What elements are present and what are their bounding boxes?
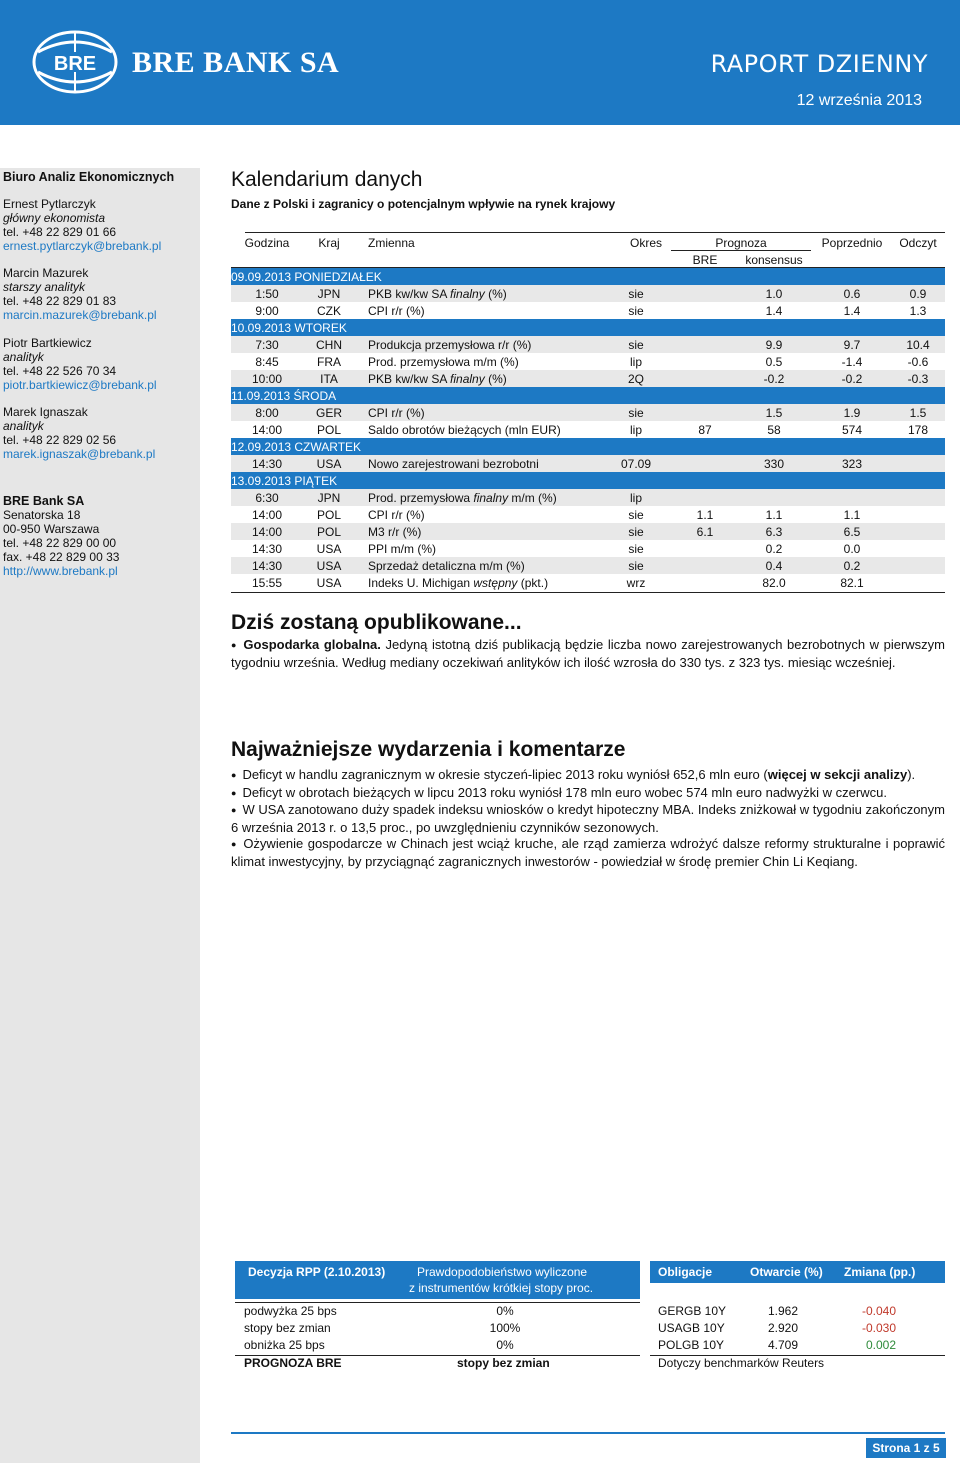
cell-period: lip: [629, 423, 642, 437]
cell-consensus: 9.9: [765, 338, 783, 352]
cell-country: CHN: [316, 338, 342, 352]
table-bottom-rule: [231, 592, 945, 593]
cell-period: sie: [628, 542, 644, 556]
today-bold: Gospodarka globalna.: [243, 637, 381, 652]
cell-country: POL: [316, 423, 341, 437]
day-label: 12.09.2013 CZWARTEK: [231, 440, 362, 454]
cell-time: 10:00: [251, 372, 283, 386]
cell-time: 15:55: [251, 576, 283, 590]
cell-time: 14:00: [251, 508, 283, 522]
cell-variable: Saldo obrotów bieżących (mln EUR): [368, 423, 561, 437]
table-row: [231, 336, 945, 353]
cell-previous: 1.4: [843, 304, 861, 318]
table-row: [231, 370, 945, 387]
contact-card: [3, 336, 157, 392]
bullet-icon: [231, 785, 242, 800]
cell-previous: 574: [841, 423, 863, 437]
contact-tel: tel. +48 22 829 01 83: [3, 294, 117, 308]
cell-variable: PPI m/m (%): [368, 542, 436, 556]
cell-period: sie: [628, 304, 644, 318]
cell-country: JPN: [317, 287, 341, 301]
cell-country: FRA: [317, 355, 341, 369]
cell-consensus: 1.5: [765, 406, 783, 420]
table-row: [231, 574, 945, 591]
contact-card: [3, 266, 157, 322]
report-header: [0, 0, 960, 125]
cell-variable: Sprzedaż detaliczna m/m (%): [368, 559, 525, 573]
sidebar-org: Biuro Analiz Ekonomicznych: [3, 170, 175, 184]
cell-country: USA: [316, 542, 342, 556]
cell-previous: -1.4: [841, 355, 863, 369]
cell-period: sie: [628, 559, 644, 573]
address-city: 00-950 Warszawa: [3, 522, 100, 536]
bullet-icon: [231, 767, 242, 782]
cell-variable: CPI r/r (%): [368, 304, 425, 318]
bre-logo-icon: [32, 30, 118, 94]
bullet-icon: [231, 802, 242, 817]
contact-name: Ernest Pytlarczyk: [3, 197, 96, 211]
col-period: Okres: [629, 236, 662, 250]
cell-previous: 82.1: [840, 576, 864, 590]
cell-period: sie: [628, 287, 644, 301]
contact-card: [3, 405, 155, 461]
cell-time: 14:00: [251, 423, 283, 437]
contact-role: główny ekonomista: [3, 211, 106, 225]
cell-consensus: 58: [767, 423, 781, 437]
address-street: Senatorska 18: [3, 508, 81, 522]
cell-variable: Produkcja przemysłowa r/r (%): [368, 338, 532, 352]
table-top-rule: [245, 232, 945, 233]
col-consensus: konsensus: [745, 253, 803, 267]
rpp-head-left: Decyzja RPP (2.10.2013): [248, 1265, 386, 1279]
cell-country: CZK: [317, 304, 341, 318]
today-paragraph: [231, 637, 945, 671]
calendar-subtitle: Dane z Polski i zagranicy o potencjalnym wpływie na rynek krajowy: [231, 197, 616, 211]
cell-country: USA: [316, 457, 342, 471]
cell-variable: M3 r/r (%): [368, 525, 422, 539]
rpp-head-right-2: z instrumentów krótkiej stopy proc.: [409, 1281, 594, 1295]
contact-email[interactable]: piotr.bartkiewicz@brebank.pl: [3, 378, 157, 392]
cell-actual: 10.4: [906, 338, 930, 352]
cell-actual: -0.3: [907, 372, 929, 386]
cell-bre: 6.1: [696, 525, 714, 539]
table-row: [231, 489, 945, 506]
table-row: [231, 285, 945, 302]
table-row: [231, 506, 945, 523]
table-row: [231, 455, 945, 472]
cell-time: 9:00: [255, 304, 279, 318]
bullet-icon: [231, 637, 243, 652]
col-country: Kraj: [318, 236, 340, 250]
cell-consensus: 1.1: [765, 508, 783, 522]
cell-consensus: 82.0: [762, 576, 786, 590]
contact-card: [3, 197, 161, 253]
report-date: 12 września 2013: [796, 92, 922, 109]
footer-rule: [231, 1432, 945, 1434]
cell-time: 14:30: [251, 457, 283, 471]
contact-tel: tel. +48 22 526 70 34: [3, 364, 117, 378]
contact-email[interactable]: ernest.pytlarczyk@brebank.pl: [3, 239, 162, 253]
list-item: ● Ożywienie gospodarcze w Chinach jest wciąż kruche, ale rząd zamierza wdrożyć dalsze reformy strukturalne i poprawić klimat inwestycyjny, by przyciągnąć zagranicznych inwestorów - powiedział w środę premier Chin Li Keqiang.: [231, 836, 945, 870]
cell-bre: 87: [698, 423, 712, 437]
cell-time: 7:30: [255, 338, 279, 352]
cell-country: POL: [316, 508, 341, 522]
cell-time: 14:30: [251, 542, 283, 556]
table-row: [231, 421, 945, 438]
col-actual: Odczyt: [899, 236, 937, 250]
cell-previous: 0.2: [843, 559, 861, 573]
cell-period: sie: [628, 525, 644, 539]
cell-time: 8:00: [255, 406, 279, 420]
cell-variable: Nowo zarejestrowani bezrobotni: [368, 457, 539, 471]
cell-time: 1:50: [255, 287, 279, 301]
table-row: [231, 302, 945, 319]
cell-variable: CPI r/r (%): [368, 406, 425, 420]
cell-actual: 0.9: [909, 287, 927, 301]
cell-period: 2Q: [627, 372, 644, 386]
calendar-title: Kalendarium danych: [231, 168, 423, 191]
events-list: [231, 767, 945, 870]
cell-consensus: 0.2: [765, 542, 783, 556]
day-header-row: [231, 387, 945, 404]
bullet-icon: [231, 836, 243, 851]
col-bre: BRE: [692, 253, 718, 267]
cell-consensus: 1.4: [765, 304, 783, 318]
cell-consensus: 0.5: [765, 355, 783, 369]
contact-name: Piotr Bartkiewicz: [3, 336, 92, 350]
page-number: Strona 1 z 5: [866, 1438, 946, 1458]
contact-role: analityk: [3, 419, 44, 433]
rpp-header: [235, 1261, 640, 1299]
cell-variable: PKB kw/kw SA finalny (%): [368, 287, 507, 301]
table-row: [231, 557, 945, 574]
day-header-row: [231, 319, 945, 336]
cell-period: sie: [628, 406, 644, 420]
rpp-head-right-1: Prawdopodobieństwo wyliczone: [417, 1265, 588, 1279]
contact-role: starszy analityk: [3, 280, 86, 294]
cell-previous: 323: [841, 457, 863, 471]
cell-country: USA: [316, 576, 342, 590]
cell-variable: Prod. przemysłowa m/m (%): [368, 355, 519, 369]
calendar-subheader-row: [231, 251, 945, 268]
events-title: Najważniejsze wydarzenia i komentarze: [231, 738, 626, 761]
cell-time: 14:00: [251, 525, 283, 539]
report-title: RAPORT DZIENNY: [710, 50, 928, 78]
table-row: [231, 540, 945, 557]
cell-previous: 0.6: [843, 287, 861, 301]
cell-period: 07.09: [620, 457, 652, 471]
contact-name: Marek Ignaszak: [3, 405, 88, 419]
cell-previous: 1.1: [843, 508, 861, 522]
cell-consensus: -0.2: [763, 372, 785, 386]
contact-tel: tel. +48 22 829 02 56: [3, 433, 117, 447]
cell-period: lip: [629, 355, 642, 369]
list-item: ● W USA zanotowano duży spadek indeksu wniosków o kredyt hipoteczny MBA. Indeks zniżkował w tygodniu zakończonym 6 września 2013 r. o 13,5 proc., po uwzględnieniu czynników sezonowych.: [231, 802, 945, 836]
cell-consensus: 0.4: [765, 559, 783, 573]
cell-previous: 0.0: [843, 542, 861, 556]
col-time: Godzina: [244, 236, 290, 250]
calendar-header-row: [231, 234, 945, 251]
rpp-rule: [235, 1302, 640, 1303]
cell-previous: 9.7: [843, 338, 861, 352]
cell-actual: 1.3: [909, 304, 927, 318]
list-item: ● Deficyt w handlu zagranicznym w okresie styczeń-lipiec 2013 roku wyniósł 652,6 mln euro (więcej w sekcji analizy).: [231, 767, 945, 785]
svg-text:BRE: BRE: [53, 53, 97, 75]
bonds-header: Obligacje Otwarcie (%) Zmiana (pp.): [650, 1261, 945, 1283]
sidebar: [0, 168, 200, 1463]
website-link[interactable]: http://www.brebank.pl: [3, 564, 118, 578]
cell-time: 6:30: [255, 491, 279, 505]
address-name: BRE Bank SA: [3, 494, 85, 508]
bank-address: [3, 494, 119, 578]
col-variable: Zmienna: [368, 236, 415, 250]
day-label: 09.09.2013 PONIEDZIAŁEK: [231, 270, 382, 284]
cell-consensus: 330: [763, 457, 785, 471]
address-tel: tel. +48 22 829 00 00: [3, 536, 117, 550]
today-title: Dziś zostaną opublikowane...: [231, 611, 522, 634]
cell-period: sie: [628, 508, 644, 522]
col-forecast: Prognoza: [715, 236, 767, 250]
cell-actual: 178: [907, 423, 929, 437]
col-previous: Poprzednio: [821, 236, 883, 250]
day-label: 13.09.2013 PIĄTEK: [231, 474, 338, 488]
cell-previous: -0.2: [841, 372, 863, 386]
contact-email[interactable]: marek.ignaszak@brebank.pl: [3, 447, 156, 461]
contact-role: analityk: [3, 350, 44, 364]
cell-country: USA: [316, 559, 342, 573]
address-fax: fax. +48 22 829 00 33: [3, 550, 120, 564]
list-item: ● Deficyt w obrotach bieżących w lipcu 2013 roku wyniósł 178 mln euro wobec 574 mln euro nadwyżki w czerwcu.: [231, 785, 945, 803]
day-header-row: [231, 438, 945, 455]
day-header-row: [231, 472, 945, 489]
contact-tel: tel. +48 22 829 01 66: [3, 225, 117, 239]
day-label: 10.09.2013 WTOREK: [231, 321, 347, 335]
table-row: [231, 353, 945, 370]
cell-period: lip: [629, 491, 642, 505]
contact-name: Marcin Mazurek: [3, 266, 89, 280]
cell-country: POL: [316, 525, 341, 539]
cell-period: wrz: [626, 576, 646, 590]
table-row: [231, 523, 945, 540]
day-label: 11.09.2013 ŚRODA: [231, 389, 337, 403]
day-header-row: [231, 268, 945, 285]
cell-variable: CPI r/r (%): [368, 508, 425, 522]
cell-consensus: 6.3: [765, 525, 783, 539]
cell-previous: 6.5: [843, 525, 861, 539]
cell-consensus: 1.0: [765, 287, 783, 301]
cell-country: JPN: [317, 491, 341, 505]
cell-country: ITA: [320, 372, 338, 386]
contact-email[interactable]: marcin.mazurek@brebank.pl: [3, 308, 157, 322]
cell-actual: -0.6: [907, 355, 929, 369]
cell-time: 8:45: [255, 355, 279, 369]
today-text: Jedyną istotną dziś publikacją będzie liczba nowo zarejestrowanych bezrobotnych w pierwszym tygodniu września. Według mediany oczekiwań anlityków ich ilość wzrosła do 330 tys. z 323 tys. miesiąc wcześniej.: [231, 637, 946, 670]
cell-actual: 1.5: [909, 406, 927, 420]
cell-country: GER: [315, 406, 342, 420]
cell-time: 14:30: [251, 559, 283, 573]
cell-period: sie: [628, 338, 644, 352]
cell-variable: Indeks U. Michigan wstępny (pkt.): [368, 576, 549, 590]
cell-previous: 1.9: [843, 406, 861, 420]
bank-name: BRE BANK SA: [132, 46, 340, 79]
cell-bre: 1.1: [696, 508, 714, 522]
cell-variable: PKB kw/kw SA finalny (%): [368, 372, 507, 386]
cell-variable: Prod. przemysłowa finalny m/m (%): [368, 491, 557, 505]
table-row: [231, 404, 945, 421]
